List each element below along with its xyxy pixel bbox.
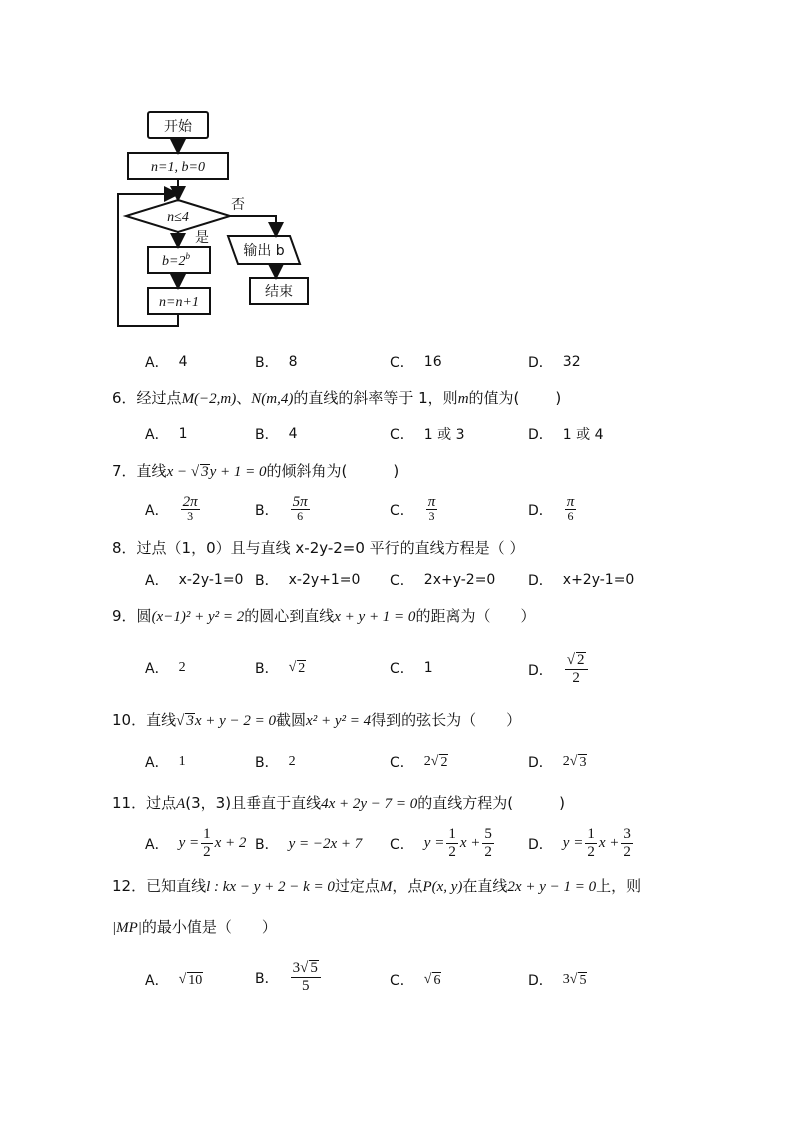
stem-text: 直线 bbox=[136, 462, 167, 480]
option-label: D． bbox=[528, 427, 553, 443]
flow-output-label: 输出 b bbox=[243, 243, 285, 259]
stem-text: ） bbox=[506, 711, 522, 729]
option-label: A． bbox=[145, 573, 169, 589]
stem-text: 得到的弦长为（ bbox=[371, 711, 477, 729]
math-point-a: A bbox=[176, 796, 186, 812]
fraction-numerator: 2 bbox=[577, 652, 585, 668]
q12-option-b[interactable]: B． $\frac{3√ 5}{5}$ bbox=[255, 960, 323, 995]
stem-text: 的倾斜角为( bbox=[266, 462, 348, 480]
option-radicand: 10 bbox=[188, 973, 203, 988]
stem-text: 过定点 bbox=[334, 877, 380, 895]
math-expr: x + 2 bbox=[214, 835, 247, 851]
flow-init-label: n=1, b=0 bbox=[151, 160, 205, 175]
stem-text: ) bbox=[555, 389, 562, 407]
question-number: 6． bbox=[112, 389, 137, 407]
q8-option-c[interactable] bbox=[390, 570, 495, 590]
q12-option-a[interactable]: A． √ 10 bbox=[145, 972, 203, 989]
q5-option-a[interactable] bbox=[145, 352, 188, 372]
option-coefficient: 3 bbox=[292, 960, 301, 976]
q11-option-c[interactable] bbox=[390, 826, 496, 861]
math-expr: y + 1 = 0 bbox=[209, 464, 267, 480]
option-label: A． bbox=[145, 502, 169, 519]
math-expr: y = bbox=[178, 835, 200, 851]
stem-text: 已知直线 bbox=[146, 877, 207, 895]
q9-stem bbox=[112, 606, 535, 627]
option-radicand: 5 bbox=[579, 973, 587, 988]
math-radicand: 3 bbox=[201, 464, 209, 480]
option-value: 1 bbox=[178, 426, 188, 442]
stem-text: 的值为( bbox=[468, 389, 520, 407]
q8-options bbox=[0, 570, 794, 604]
fraction-denominator: 6 bbox=[297, 509, 304, 523]
option-label: A． bbox=[145, 427, 169, 443]
stem-text: 直线 bbox=[146, 711, 177, 729]
math-expr: x + y + 1 = 0 bbox=[334, 609, 416, 625]
fraction-denominator: 2 bbox=[448, 844, 456, 860]
fraction-denominator: 2 bbox=[623, 844, 631, 860]
option-label: A． bbox=[145, 661, 169, 677]
option-value: x+2y-1=0 bbox=[562, 572, 635, 588]
option-value: 8 bbox=[288, 354, 298, 370]
stem-text: 经过点 bbox=[136, 389, 182, 407]
math-point-m: M bbox=[379, 879, 393, 895]
option-label: A． bbox=[145, 755, 169, 771]
question-number: 8． bbox=[112, 539, 137, 557]
math-point-p: P(x, y) bbox=[422, 879, 463, 895]
stem-text: 的圆心到直线 bbox=[244, 607, 335, 625]
option-label: B． bbox=[255, 427, 279, 443]
option-radicand: 5 bbox=[310, 960, 318, 976]
q6-option-c[interactable] bbox=[390, 424, 465, 444]
flow-yes-label: 是 bbox=[195, 230, 209, 246]
fraction-numerator: 3 bbox=[623, 826, 631, 842]
option-radicand: 3 bbox=[579, 755, 587, 770]
question-number: 12． bbox=[112, 877, 147, 895]
option-value: 1 bbox=[178, 754, 186, 769]
q5-option-b[interactable] bbox=[255, 352, 298, 372]
stem-text: (3，3)且垂直于直线 bbox=[185, 794, 322, 812]
option-label: B． bbox=[255, 502, 279, 519]
q6-option-a[interactable] bbox=[145, 424, 188, 444]
option-label: C． bbox=[390, 355, 414, 371]
q6-option-d[interactable] bbox=[528, 424, 604, 444]
q5-option-d[interactable] bbox=[528, 352, 581, 372]
q7-option-a[interactable] bbox=[145, 496, 202, 523]
flow-start-label: 开始 bbox=[164, 119, 192, 135]
option-coefficient: 2 bbox=[423, 754, 431, 769]
q9-option-d[interactable]: D． $\frac{√ 2}{2}$ bbox=[528, 652, 590, 687]
q6-options bbox=[0, 424, 794, 458]
stem-text: 过点 bbox=[146, 794, 177, 812]
option-label: B． bbox=[255, 970, 279, 987]
q5-option-c[interactable] bbox=[390, 352, 442, 372]
option-value: 1 或 4 bbox=[562, 427, 604, 443]
stem-text: 的距离为（ bbox=[415, 607, 491, 625]
option-label: D． bbox=[528, 502, 553, 519]
q10-stem: 10．直线√ 3x + y − 2 = 0截圆x² + y² = 4得到的弦长为（ ） bbox=[112, 711, 522, 729]
option-label: A． bbox=[145, 836, 169, 853]
option-label: D． bbox=[528, 836, 553, 853]
math-radicand: 3 bbox=[186, 713, 194, 729]
flow-end-label: 结束 bbox=[265, 284, 293, 300]
fraction-denominator: 2 bbox=[203, 844, 211, 860]
fraction-numerator: 5π bbox=[292, 494, 308, 510]
math-expr: y = bbox=[562, 835, 584, 851]
option-label: D． bbox=[528, 573, 553, 589]
option-label: C． bbox=[390, 973, 414, 989]
math-expr: (x−1)² + y² = 2 bbox=[151, 609, 245, 625]
question-number: 7． bbox=[112, 462, 137, 480]
math-expr: y = bbox=[423, 835, 445, 851]
q10-option-b[interactable] bbox=[255, 752, 296, 772]
fraction-denominator: 3 bbox=[187, 509, 194, 523]
flow-condition-label: n≤4 bbox=[167, 210, 189, 225]
fraction-denominator: 6 bbox=[567, 509, 574, 523]
q8-option-a[interactable] bbox=[145, 570, 243, 590]
option-label: B． bbox=[255, 573, 279, 589]
q12-stem-line1 bbox=[112, 876, 641, 897]
fraction-numerator: 2π bbox=[182, 494, 198, 510]
option-value: y = −2x + 7 bbox=[288, 835, 363, 852]
q11-stem bbox=[112, 793, 565, 814]
q8-option-d[interactable] bbox=[528, 570, 634, 590]
q10-option-a[interactable] bbox=[145, 752, 186, 772]
q10-option-d[interactable]: D． 2 √ 3 bbox=[528, 754, 587, 771]
math-point-m: M(−2,m) bbox=[181, 391, 237, 407]
fraction-numerator: 1 bbox=[203, 826, 211, 842]
stem-text: 的最小值是（ bbox=[141, 918, 232, 936]
q8-option-b[interactable] bbox=[255, 570, 360, 590]
q7-options bbox=[0, 496, 794, 530]
option-label: A． bbox=[145, 355, 169, 371]
fraction-denominator: 5 bbox=[301, 978, 310, 994]
option-label: D． bbox=[528, 755, 553, 771]
q11-option-a[interactable] bbox=[145, 826, 246, 861]
q5-options bbox=[0, 352, 794, 386]
q9-options bbox=[0, 652, 794, 692]
option-value: x-2y+1=0 bbox=[288, 572, 361, 588]
option-radicand: 2 bbox=[440, 755, 448, 770]
stem-text: 的直线方程为( bbox=[417, 794, 514, 812]
stem-text: 、 bbox=[236, 389, 252, 407]
stem-text: ） bbox=[520, 607, 536, 625]
q11-option-d[interactable] bbox=[528, 826, 635, 861]
option-value: 32 bbox=[562, 354, 581, 370]
option-label: B． bbox=[255, 355, 279, 371]
option-label: A． bbox=[145, 973, 169, 989]
stem-text: 圆 bbox=[136, 607, 152, 625]
option-value: 1 bbox=[423, 660, 433, 676]
q10-options bbox=[0, 752, 794, 786]
stem-text: 上，则 bbox=[596, 877, 642, 895]
option-label: B． bbox=[255, 661, 279, 677]
stem-text: 截圆 bbox=[276, 711, 307, 729]
fraction-numerator: π bbox=[566, 494, 575, 510]
question-number: 10． bbox=[112, 711, 147, 729]
option-value: 2 bbox=[288, 754, 296, 769]
math-expr: 4x + 2y − 7 = 0 bbox=[321, 796, 418, 812]
math-expr: x − bbox=[166, 464, 191, 480]
option-label: C． bbox=[390, 502, 414, 519]
q12-option-d[interactable]: D． 3 √ 5 bbox=[528, 972, 587, 989]
q12-options bbox=[0, 960, 794, 1004]
fraction-numerator: 5 bbox=[484, 826, 492, 842]
stem-text: 的直线的斜率等于 1，则 bbox=[293, 389, 458, 407]
math-expr: x + bbox=[598, 835, 620, 851]
flow-increment-label: n=n+1 bbox=[159, 295, 199, 310]
math-var: m bbox=[457, 391, 469, 407]
q7-option-d[interactable] bbox=[528, 496, 578, 523]
stem-text: 过点（1，0）且与直线 x-2y-2=0 平行的直线方程是（ ） bbox=[136, 539, 525, 557]
math-expr: x + y − 2 = 0 bbox=[194, 713, 277, 729]
math-expr: x² + y² = 4 bbox=[306, 713, 372, 729]
fraction-denominator: 2 bbox=[484, 844, 492, 860]
option-value: 16 bbox=[423, 354, 442, 370]
option-radicand: 6 bbox=[433, 973, 441, 988]
option-value: x-2y-1=0 bbox=[178, 572, 244, 588]
q8-stem bbox=[112, 538, 524, 558]
q7-option-c[interactable] bbox=[390, 496, 439, 523]
option-label: C． bbox=[390, 573, 414, 589]
q6-option-b[interactable] bbox=[255, 424, 298, 444]
q6-stem bbox=[112, 388, 561, 409]
math-point-n: N(m,4) bbox=[251, 391, 294, 407]
q12-option-c[interactable]: C． √ 6 bbox=[390, 972, 441, 989]
stem-text: ) bbox=[559, 794, 565, 812]
option-label: C． bbox=[390, 836, 414, 853]
option-value: 1 或 3 bbox=[423, 427, 465, 443]
flow-assign-label: $b=2^b$ bbox=[162, 251, 190, 269]
option-value: 4 bbox=[178, 354, 188, 370]
option-label: C． bbox=[390, 755, 414, 771]
fraction-numerator: 1 bbox=[587, 826, 595, 842]
option-value: 2x+y-2=0 bbox=[423, 572, 496, 588]
option-coefficient: 3 bbox=[562, 972, 570, 987]
question-number: 11． bbox=[112, 794, 147, 812]
option-label: D． bbox=[528, 662, 553, 679]
fraction-denominator: 3 bbox=[428, 509, 435, 523]
stem-text: ，点 bbox=[392, 877, 423, 895]
option-label: C． bbox=[390, 661, 414, 677]
q7-option-b[interactable] bbox=[255, 496, 312, 523]
q12-stem-line2 bbox=[112, 917, 277, 938]
question-number: 9． bbox=[112, 607, 137, 625]
q9-option-a[interactable] bbox=[145, 658, 186, 678]
fraction-numerator: 1 bbox=[448, 826, 456, 842]
option-radicand: 2 bbox=[298, 661, 306, 676]
math-expr: 2x + y − 1 = 0 bbox=[507, 879, 597, 895]
stem-text: 在直线 bbox=[462, 877, 508, 895]
flowchart bbox=[110, 108, 320, 333]
fraction-denominator: 2 bbox=[572, 670, 580, 686]
q11-options bbox=[0, 826, 794, 866]
fraction-numerator: π bbox=[427, 494, 436, 510]
q9-option-c[interactable] bbox=[390, 658, 433, 678]
option-coefficient: 2 bbox=[562, 754, 570, 769]
option-label: D． bbox=[528, 355, 553, 371]
stem-text: ) bbox=[393, 462, 400, 480]
option-label: B． bbox=[255, 837, 279, 853]
q7-stem: 7．直线x − √ 3y + 1 = 0的倾斜角为( ) bbox=[112, 462, 400, 480]
option-value: 2 bbox=[178, 660, 186, 675]
math-expr: x + bbox=[459, 835, 481, 851]
q11-option-b[interactable] bbox=[255, 834, 362, 854]
option-label: C． bbox=[390, 427, 414, 443]
stem-text: ） bbox=[261, 918, 277, 936]
option-value: 4 bbox=[288, 426, 298, 442]
option-label: B． bbox=[255, 755, 279, 771]
flow-no-label: 否 bbox=[231, 197, 245, 213]
math-expr: l : kx − y + 2 − k = 0 bbox=[206, 879, 335, 895]
option-label: D． bbox=[528, 973, 553, 989]
q9-option-b[interactable]: B． √ 2 bbox=[255, 660, 306, 677]
math-expr: |MP| bbox=[112, 920, 142, 936]
fraction-denominator: 2 bbox=[587, 844, 595, 860]
q10-option-c[interactable]: C． 2 √ 2 bbox=[390, 754, 448, 771]
